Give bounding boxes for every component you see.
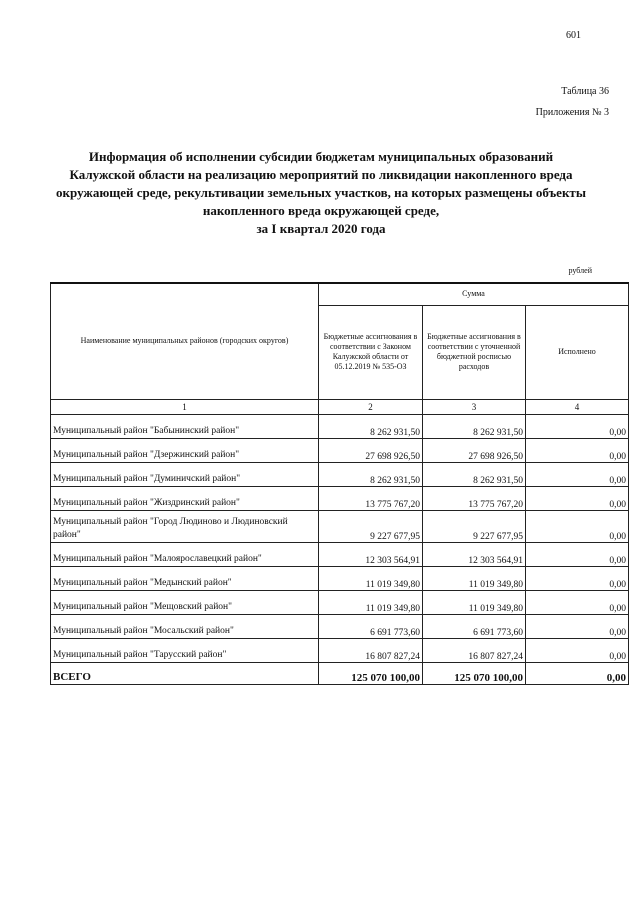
district-name: Муниципальный район "Жиздринский район"	[51, 486, 319, 510]
district-name: Муниципальный район "Мещовский район"	[51, 590, 319, 614]
column-number: 4	[526, 399, 629, 414]
table-row	[51, 462, 629, 486]
law-allocation-value: 9 227 677,95	[319, 510, 423, 542]
table-number: Таблица 36	[561, 86, 609, 97]
header-law-allocations: Бюджетные ассигнования в соответствии с Законом Калужской области от 05.12.2019 № 535-ОЗ	[319, 305, 423, 399]
column-number: 3	[423, 399, 526, 414]
page-number: 601	[566, 30, 581, 41]
revised-allocation-value: 9 227 677,95	[423, 510, 526, 542]
revised-allocation-value: 12 303 564,91	[423, 542, 526, 566]
title-line: за I квартал 2020 года	[256, 221, 386, 236]
table-row	[51, 438, 629, 462]
header-revised-allocations: Бюджетные ассигнования в соответствии с уточненной бюджетной росписью расходов	[423, 305, 526, 399]
appendix-reference: Приложения № 3	[535, 107, 609, 118]
executed-value: 0,00	[526, 438, 629, 462]
table-row	[51, 542, 629, 566]
executed-value: 0,00	[526, 414, 629, 438]
table-row	[51, 486, 629, 510]
document-title	[22, 148, 620, 238]
district-name: Муниципальный район "Город Людиново и Людиновский район"	[51, 510, 319, 542]
executed-value: 0,00	[526, 566, 629, 590]
table-row	[51, 614, 629, 638]
district-name: Муниципальный район "Медынский район"	[51, 566, 319, 590]
title-line: накопленного вреда окружающей среде,	[202, 203, 440, 218]
table-row	[51, 566, 629, 590]
revised-allocation-value: 11 019 349,80	[423, 566, 526, 590]
revised-allocation-value: 8 262 931,50	[423, 462, 526, 486]
law-allocation-value: 13 775 767,20	[319, 486, 423, 510]
district-name: Муниципальный район "Тарусский район"	[51, 638, 319, 662]
executed-value: 0,00	[526, 462, 629, 486]
law-allocation-value: 27 698 926,50	[319, 438, 423, 462]
executed-value: 0,00	[526, 542, 629, 566]
district-name: Муниципальный район "Малоярославецкий район"	[51, 542, 319, 566]
law-allocation-value: 12 303 564,91	[319, 542, 423, 566]
executed-value: 0,00	[526, 614, 629, 638]
executed-value: 0,00	[526, 590, 629, 614]
district-name: Муниципальный район "Мосальский район"	[51, 614, 319, 638]
law-allocation-value: 8 262 931,50	[319, 462, 423, 486]
total-revised-allocation: 125 070 100,00	[423, 662, 526, 684]
title-line: Калужской области на реализацию мероприятий по ликвидации накопленного вреда	[69, 167, 573, 182]
executed-value: 0,00	[526, 638, 629, 662]
title-line: Информация об исполнении субсидии бюджетам муниципальных образований	[88, 149, 554, 164]
column-number: 1	[51, 399, 319, 414]
units-label: рублей	[568, 266, 592, 275]
law-allocation-value: 11 019 349,80	[319, 590, 423, 614]
revised-allocation-value: 27 698 926,50	[423, 438, 526, 462]
law-allocation-value: 16 807 827,24	[319, 638, 423, 662]
total-law-allocation: 125 070 100,00	[319, 662, 423, 684]
header-executed: Исполнено	[526, 305, 629, 399]
revised-allocation-value: 16 807 827,24	[423, 638, 526, 662]
revised-allocation-value: 13 775 767,20	[423, 486, 526, 510]
total-label: ВСЕГО	[51, 662, 319, 684]
law-allocation-value: 11 019 349,80	[319, 566, 423, 590]
district-name: Муниципальный район "Бабынинский район"	[51, 414, 319, 438]
table-row	[51, 590, 629, 614]
revised-allocation-value: 6 691 773,60	[423, 614, 526, 638]
table-row	[51, 510, 629, 542]
total-executed: 0,00	[526, 662, 629, 684]
district-name: Муниципальный район "Думиничский район"	[51, 462, 319, 486]
revised-allocation-value: 11 019 349,80	[423, 590, 526, 614]
executed-value: 0,00	[526, 486, 629, 510]
header-name: Наименование муниципальных районов (городских округов)	[51, 283, 319, 399]
district-name: Муниципальный район "Дзержинский район"	[51, 438, 319, 462]
revised-allocation-value: 8 262 931,50	[423, 414, 526, 438]
table-row	[51, 638, 629, 662]
header-sum-group: Сумма	[319, 283, 629, 305]
column-number: 2	[319, 399, 423, 414]
title-line: окружающей среде, рекультивации земельных участков, на которых размещены объекты	[56, 185, 586, 200]
executed-value: 0,00	[526, 510, 629, 542]
report-table	[50, 282, 629, 685]
law-allocation-value: 6 691 773,60	[319, 614, 423, 638]
total-row	[51, 662, 629, 684]
law-allocation-value: 8 262 931,50	[319, 414, 423, 438]
table-row	[51, 414, 629, 438]
